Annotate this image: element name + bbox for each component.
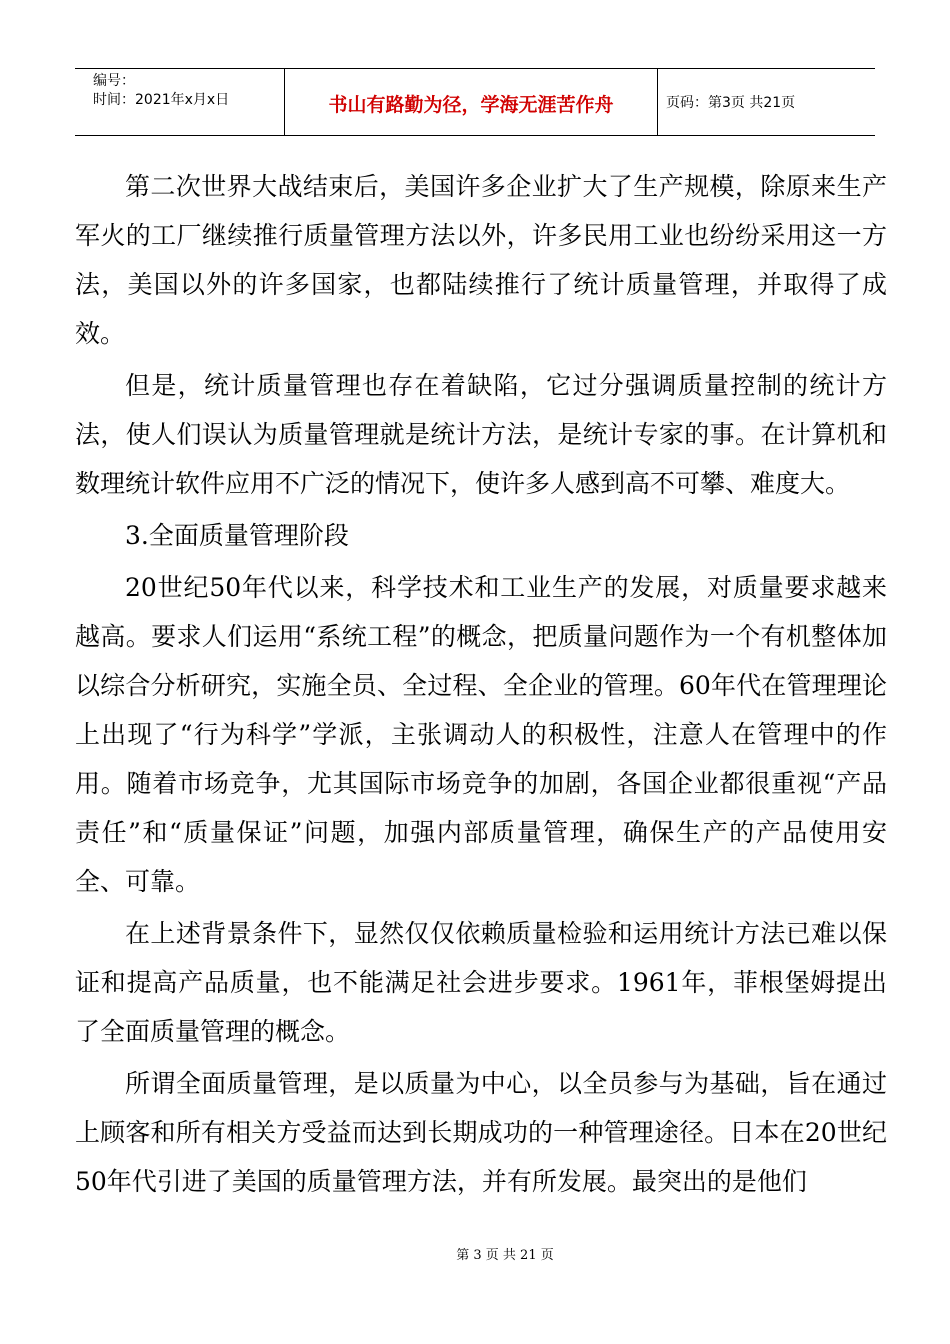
header-meta-cell <box>75 69 285 135</box>
header-page-info: 页码：第3页 共21页 <box>666 95 796 111</box>
paragraph: 但是，统计质量管理也存在着缺陷，它过分强调质量控制的统计方法，使人们误认为质量管理就是统计方法，是统计专家的事。在计算机和数理统计软件应用不广泛的情况下，使许多人感到高不可攀、难度大。 <box>75 371 887 498</box>
paragraph: 在上述背景条件下，显然仅仅依赖质量检验和运用统计方法已难以保证和提高产品质量，也不能满足社会进步要求。1961年，菲根堡姆提出了全面质量管理的概念。 <box>75 919 887 1046</box>
paragraph: 所谓全面质量管理，是以质量为中心，以全员参与为基础，旨在通过上顾客和所有相关方受益而达到长期成功的一种管理途径。日本在20世纪50年代引进了美国的质量管理方法，并有所发展。最突出的是他们 <box>75 1069 887 1196</box>
paragraph: 第二次世界大战结束后，美国许多企业扩大了生产规模，除原来生产军火的工厂继续推行质量管理方法以外，许多民用工业也纷纷采用这一方法，美国以外的许多国家，也都陆续推行了统计质量管理，并取得了成效。 <box>75 172 887 348</box>
paragraph: 20世纪50年代以来，科学技术和工业生产的发展，对质量要求越来越高。要求人们运用“系统工程”的概念，把质量问题作为一个有机整体加以综合分析研究，实施全员、全过程、全企业的管理。60年代在管理理论上出现了“行为科学”学派，主张调动人的积极性，注意人在管理中的作用。随着市场竞争，尤其国际市场竞争的加剧，各国企业都很重视“产品责任”和“质量保证”问题，加强内部质量管理，确保生产的产品使用安全、可靠。 <box>75 573 887 896</box>
section-heading: 3.全面质量管理阶段 <box>125 521 349 550</box>
header-table <box>75 68 875 136</box>
document-number-label: 编号： <box>93 73 135 89</box>
page-footer: 第 3 页 共 21 页 <box>456 1248 554 1263</box>
document-time-label: 时间：2021年x月x日 <box>93 92 230 108</box>
document-body <box>75 162 887 1209</box>
header-motto: 书山有路勤为径，学海无涯苦作舟 <box>285 69 658 135</box>
